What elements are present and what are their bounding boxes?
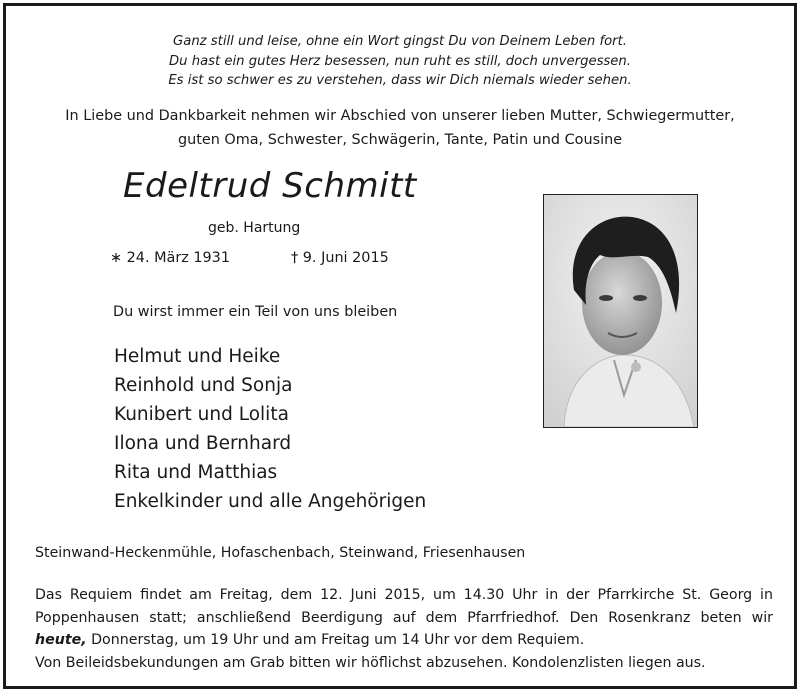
poem-line: Ganz still und leise, ohne ein Wort gingst Du von Deinem Leben fort. (173, 34, 627, 49)
poem-line: Du hast ein gutes Herz besessen, nun ruht es still, doch unvergessen. (169, 53, 631, 69)
mourner-entry: Helmut und Heike (114, 346, 281, 367)
intro-line: guten Oma, Schwester, Schwägerin, Tante, Patin und Cousine (177, 132, 623, 148)
condolence-note: Von Beileidsbekundungen am Grab bitten wir höflichst abzusehen. Kondolenzlisten liegen aus. (35, 654, 706, 671)
portrait-image (544, 195, 697, 427)
poem-line: Es ist so schwer es zu verstehen, dass wir Dich niemals wieder sehen. (168, 73, 632, 88)
mourners-list (114, 342, 426, 516)
birth-date: ∗ 24. März 1931 (110, 250, 230, 266)
obituary-frame (3, 3, 797, 689)
poem (6, 32, 794, 91)
mourner-entry: Kunibert und Lolita (114, 404, 289, 425)
mourner-entry: Enkelkinder und alle Angehörigen (114, 491, 427, 512)
emphasis-today: heute, (35, 632, 87, 648)
funeral-details (35, 584, 773, 674)
deceased-name: Edeltrud Schmitt (123, 166, 417, 206)
mourner-entry: Ilona und Bernhard (114, 433, 292, 454)
rosary-text: Donnerstag, um 19 Uhr und am Freitag um 14 Uhr vor dem Requiem. (86, 632, 585, 648)
farewell-intro (6, 104, 794, 152)
portrait-photo (543, 194, 698, 428)
requiem-text: Das Requiem findet am Freitag, dem 12. Juni 2015, um 14.30 Uhr in der Pfarrkirche St. Georg in Poppenhausen statt; anschließend Beerdigung auf dem Pfarrfriedhof. Den Rosenkranz beten wir (35, 587, 773, 626)
mourner-entry: Rita und Matthias (114, 462, 278, 483)
places-of-residence: Steinwand-Heckenmühle, Hofaschenbach, Steinwand, Friesenhausen (35, 545, 526, 561)
motto: Du wirst immer ein Teil von uns bleiben (113, 304, 398, 320)
mourner-entry: Reinhold und Sonja (114, 375, 293, 396)
intro-line: In Liebe und Dankbarkeit nehmen wir Abschied von unserer lieben Mutter, Schwiegermutter, (65, 108, 735, 124)
death-date: † 9. Juni 2015 (291, 250, 389, 266)
birth-name: geb. Hartung (208, 220, 301, 236)
